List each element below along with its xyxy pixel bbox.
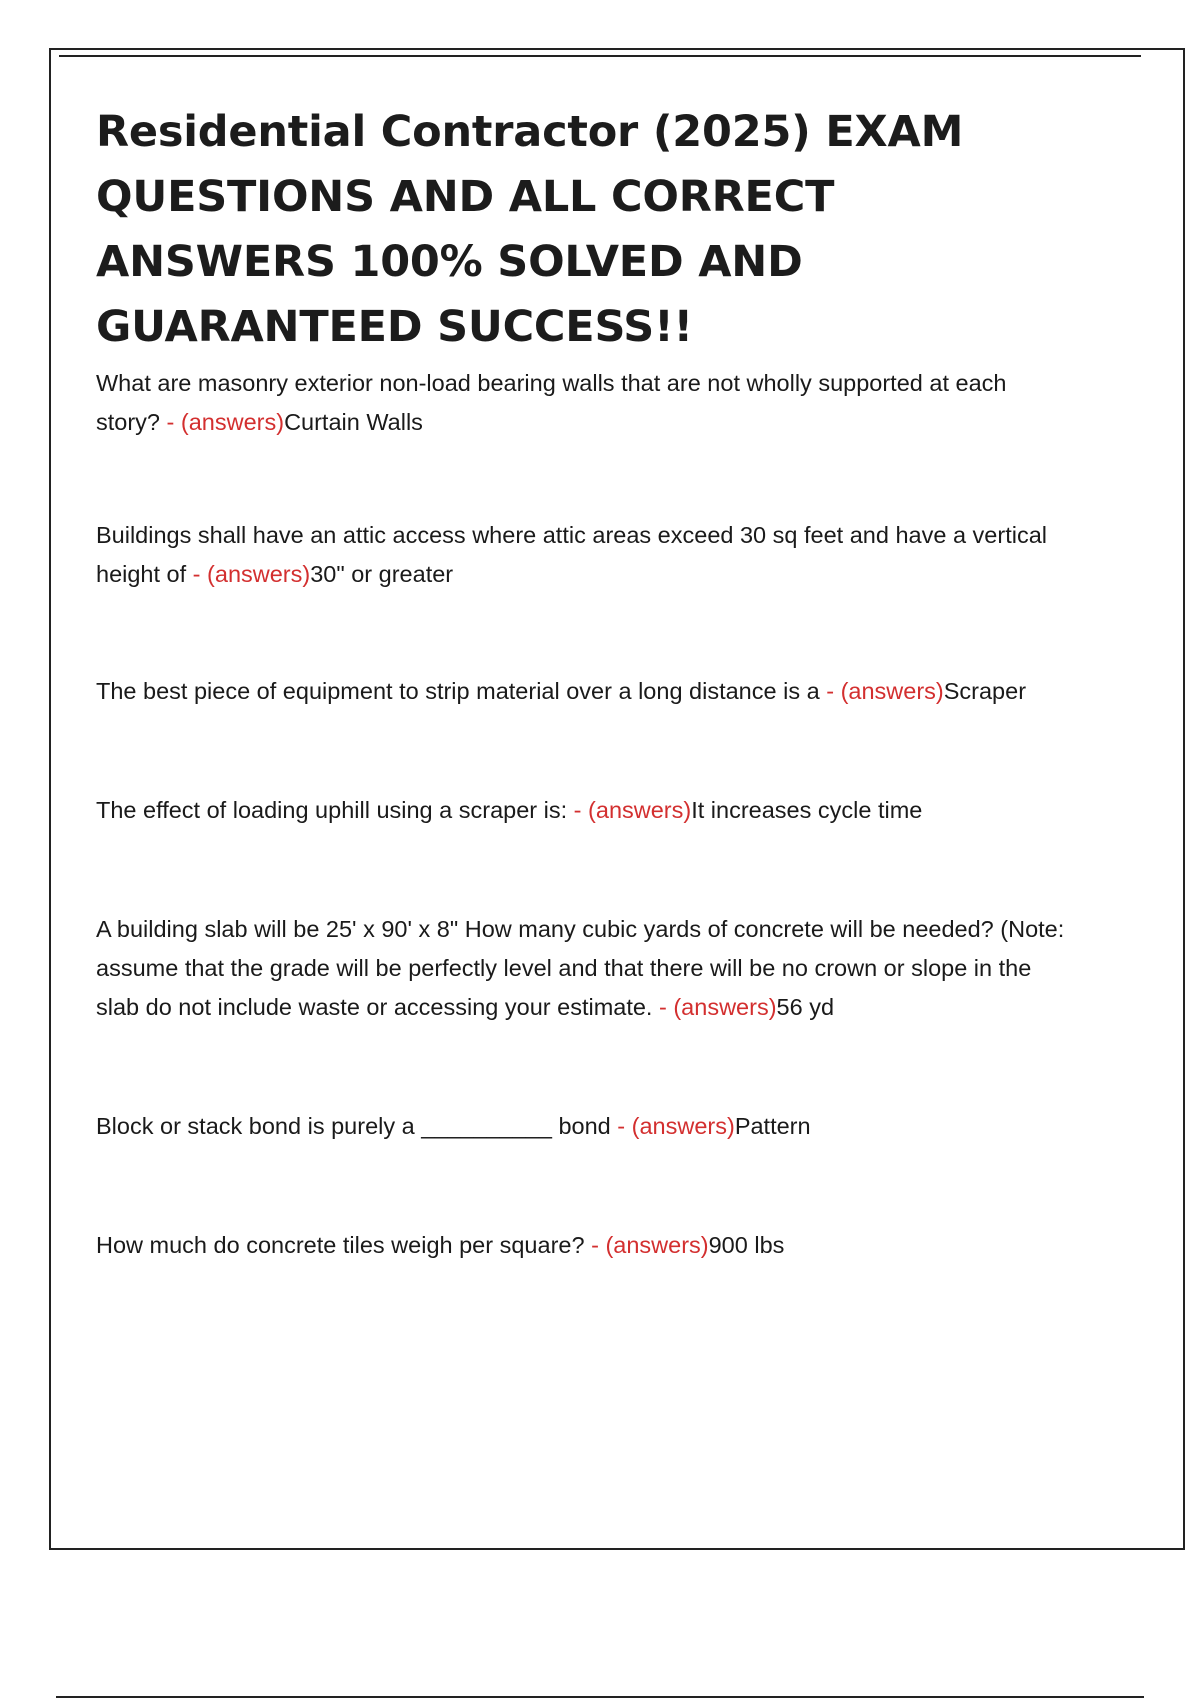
document-body [96, 100, 1076, 1265]
qa-item [96, 672, 1076, 711]
answer-separator: - [567, 797, 589, 823]
top-rule [59, 55, 1141, 57]
answer-separator: - [819, 678, 841, 704]
answer-tag: (answers) [631, 1113, 735, 1139]
qa-item [96, 364, 1076, 442]
qa-item [96, 1226, 1076, 1265]
answer-tag: (answers) [605, 1232, 709, 1258]
answer-text: Curtain Walls [284, 409, 423, 435]
answer-text: 30" or greater [310, 561, 454, 587]
answer-text: Scraper [943, 678, 1027, 704]
document-title: Residential Contractor (2025) EXAM QUESTIONS AND ALL CORRECT ANSWERS 100% SOLVED AND GUARANTEED SUCCESS!! [96, 107, 964, 352]
question-text: What are masonry exterior non-load bearing walls that are not wholly supported at each story? [96, 370, 1007, 435]
question-text: The best piece of equipment to strip material over a long distance is a [96, 678, 820, 704]
answer-separator: - [186, 561, 208, 587]
question-text: How much do concrete tiles weigh per square? [96, 1232, 585, 1258]
answer-tag: (answers) [840, 678, 944, 704]
question-text: A building slab will be 25' x 90' x 8" How many cubic yards of concrete will be needed? (Note: assume that the grade will be perfectly level and that there will be no crown or slope in the slab do not include waste or accessing your estimate. [96, 916, 1065, 1020]
answer-separator: - [652, 994, 674, 1020]
question-text: The effect of loading uphill using a scraper is: [96, 797, 568, 823]
answer-separator: - [584, 1232, 606, 1258]
question-text: Block or stack bond is purely a __________ bond [96, 1113, 611, 1139]
qa-item [96, 791, 1076, 830]
answer-text: It increases cycle time [691, 797, 923, 823]
answer-tag: (answers) [673, 994, 777, 1020]
answer-separator: - [160, 409, 181, 435]
answer-tag: (answers) [207, 561, 311, 587]
question-text: Buildings shall have an attic access where attic areas exceed 30 sq feet and have a vertical height of [96, 522, 1047, 587]
bottom-rule [56, 1696, 1144, 1698]
answer-tag: (answers) [588, 797, 692, 823]
answer-text: 900 lbs [708, 1232, 785, 1258]
answer-text: 56 yd [776, 994, 835, 1020]
answer-separator: - [610, 1113, 632, 1139]
qa-item [96, 516, 1076, 594]
answer-tag: (answers) [180, 409, 285, 435]
qa-item [96, 910, 1076, 1027]
answer-text: Pattern [734, 1113, 811, 1139]
qa-item [96, 1107, 1076, 1146]
